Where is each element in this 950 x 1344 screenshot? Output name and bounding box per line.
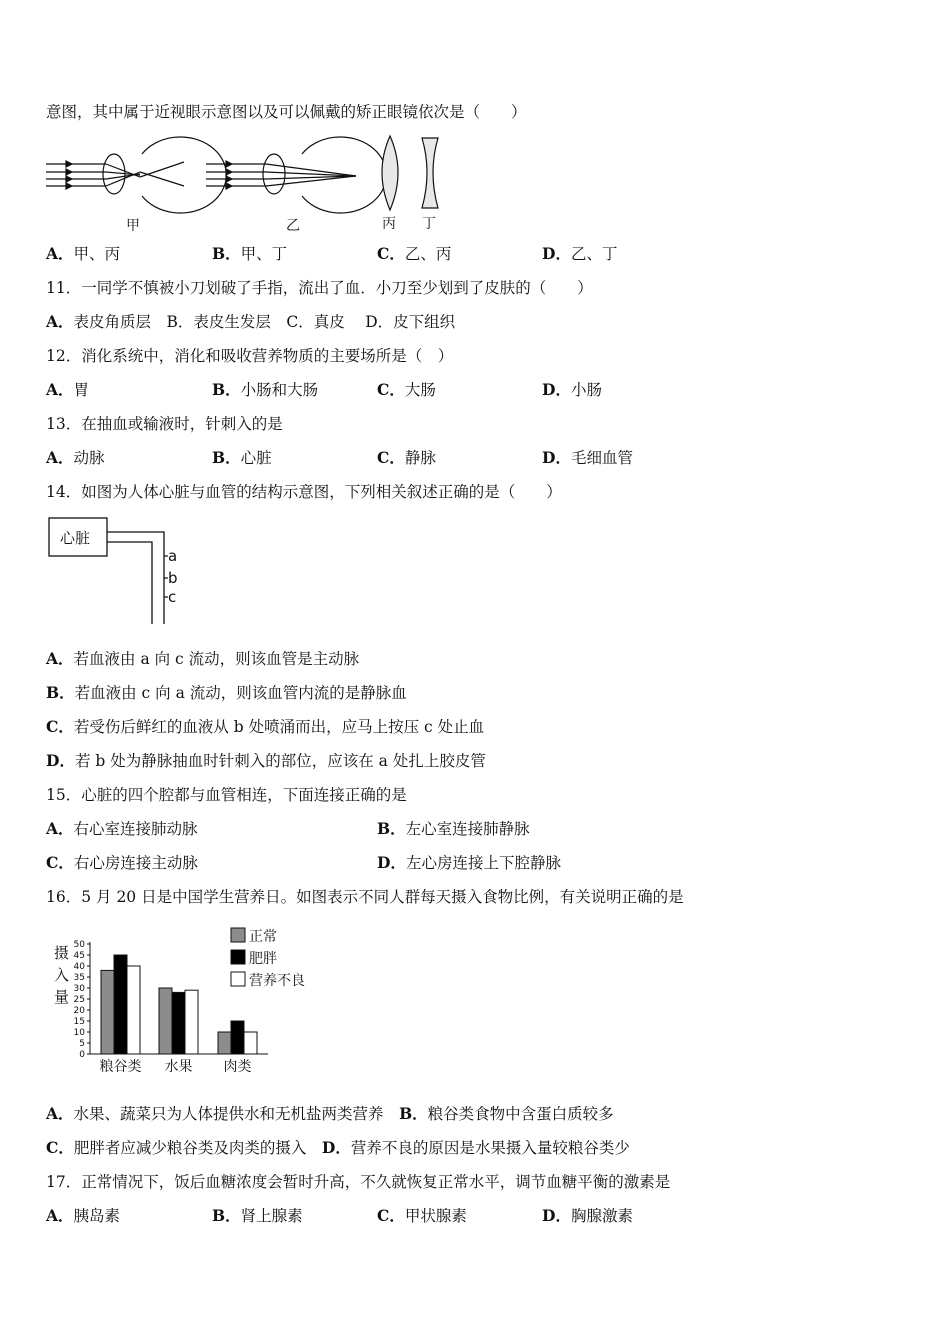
bar-1-2 bbox=[185, 990, 198, 1054]
y-tick-label: 5 bbox=[79, 1039, 85, 1049]
bar-0-0 bbox=[101, 970, 114, 1054]
bar-1-0 bbox=[159, 988, 172, 1054]
bar-2-2 bbox=[244, 1032, 257, 1054]
q14-stem: 14．如图为人体心脏与血管的结构示意图，下列相关叙述正确的是（ ） bbox=[46, 483, 562, 501]
q17-option-d[interactable]: D．胸腺激素 bbox=[542, 1206, 633, 1225]
chart-ylabel bbox=[54, 944, 69, 1006]
q10-option-c[interactable]: C．乙、丙 bbox=[377, 244, 452, 263]
q15-option-c[interactable]: C．右心房连接主动脉 bbox=[46, 853, 198, 872]
q17-option-b[interactable]: B．肾上腺素 bbox=[212, 1206, 303, 1225]
q13-stem: 13．在抽血或输液时，针刺入的是 bbox=[46, 415, 283, 433]
y-tick-label: 35 bbox=[73, 973, 85, 983]
legend-swatch bbox=[231, 972, 245, 986]
convex-lens bbox=[382, 136, 398, 210]
q11-stem: 11．一同学不慎被小刀划破了手指，流出了血．小刀至少划到了皮肤的（ ） bbox=[46, 279, 593, 297]
q12-stem: 12．消化系统中，消化和吸收营养物质的主要场所是（ ） bbox=[46, 347, 454, 365]
label-b: b bbox=[168, 569, 178, 587]
q10-stem: 意图，其中属于近视眼示意图以及可以佩戴的矫正眼镜依次是（ ） bbox=[46, 103, 527, 121]
q13-option-d[interactable]: D．毛细血管 bbox=[542, 448, 633, 467]
fig-label-yi: 乙 bbox=[286, 218, 300, 234]
y-tick-label: 40 bbox=[73, 962, 85, 972]
fig-label-ding: 丁 bbox=[422, 216, 436, 232]
chart-xlabels bbox=[100, 1058, 252, 1075]
bar-0-2 bbox=[127, 966, 140, 1054]
label-c: c bbox=[168, 588, 177, 606]
q16-stem: 16．5 月 20 日是中国学生营养日。如图表示不同人群每天摄入食物比例，有关说明正确的是 bbox=[46, 888, 684, 906]
fig-label-bing: 丙 bbox=[382, 216, 396, 232]
chart-ylabel-char: 入 bbox=[54, 966, 70, 984]
y-tick-label: 10 bbox=[73, 1028, 85, 1038]
q14-option-c[interactable]: C．若受伤后鲜红的血液从 b 处喷涌而出，应马上按压 c 处止血 bbox=[46, 717, 485, 736]
concave-lens bbox=[422, 138, 438, 208]
bar-0-1 bbox=[114, 955, 127, 1054]
bar-2-0 bbox=[218, 1032, 231, 1054]
q13-option-a[interactable]: A．动脉 bbox=[46, 448, 105, 467]
q14-heart-vessel-figure bbox=[46, 514, 196, 626]
q14-option-d[interactable]: D．若 b 处为静脉抽血时针刺入的部位，应该在 a 处扎上胶皮管 bbox=[46, 751, 486, 770]
q17-option-c[interactable]: C．甲状腺素 bbox=[377, 1206, 467, 1225]
fig-label-jia: 甲 bbox=[126, 218, 140, 234]
q16-option-line-1[interactable]: A．水果、蔬菜只为人体提供水和无机盐两类营养 B．粮谷类食物中含蛋白质较多 bbox=[46, 1104, 614, 1123]
blood-vessel bbox=[107, 532, 164, 624]
q12-option-a[interactable]: A．胃 bbox=[46, 380, 90, 399]
q13-option-b[interactable]: B．心脏 bbox=[212, 448, 272, 467]
q15-option-b[interactable]: B．左心室连接肺静脉 bbox=[377, 819, 530, 838]
chart-ylabel-char: 摄 bbox=[54, 944, 70, 962]
y-tick-label: 25 bbox=[73, 995, 85, 1005]
y-tick-label: 15 bbox=[73, 1017, 85, 1027]
q16-intake-bar-chart bbox=[46, 920, 336, 1080]
chart-ylabel-char: 量 bbox=[54, 988, 70, 1006]
chart-legend bbox=[231, 928, 305, 989]
x-tick-label: 粮谷类 bbox=[99, 1059, 142, 1075]
y-tick-label: 30 bbox=[73, 984, 85, 994]
bar-1-1 bbox=[172, 992, 185, 1054]
q17-option-a[interactable]: A．胰岛素 bbox=[46, 1206, 121, 1225]
y-tick-label: 0 bbox=[79, 1050, 85, 1060]
label-a: a bbox=[168, 547, 178, 565]
q14-option-a[interactable]: A．若血液由 a 向 c 流动，则该血管是主动脉 bbox=[46, 649, 360, 668]
legend-swatch bbox=[231, 928, 245, 942]
y-tick-label: 50 bbox=[73, 940, 85, 950]
legend-label: 肥胖 bbox=[249, 951, 277, 967]
bar-2-1 bbox=[231, 1021, 244, 1054]
heart-box-label: 心脏 bbox=[60, 529, 91, 547]
q11-options[interactable]: A．表皮角质层 B．表皮生发层 C．真皮 D．皮下组织 bbox=[46, 312, 456, 331]
x-tick-label: 水果 bbox=[164, 1059, 193, 1075]
legend-label: 正常 bbox=[249, 929, 277, 945]
q12-option-b[interactable]: B．小肠和大肠 bbox=[212, 380, 319, 399]
y-tick-label: 20 bbox=[73, 1006, 85, 1016]
q13-option-c[interactable]: C．静脉 bbox=[377, 448, 436, 467]
eye-diagram-jia bbox=[46, 137, 226, 213]
q12-option-d[interactable]: D．小肠 bbox=[542, 380, 602, 399]
q15-option-d[interactable]: D．左心房连接上下腔静脉 bbox=[377, 853, 561, 872]
q10-eye-lens-figure bbox=[44, 134, 464, 234]
legend-swatch bbox=[231, 950, 245, 964]
q17-stem: 17．正常情况下，饭后血糖浓度会暂时升高，不久就恢复正常水平，调节血糖平衡的激素是 bbox=[46, 1173, 671, 1191]
q10-option-a[interactable]: A．甲、丙 bbox=[46, 244, 121, 263]
q10-option-d[interactable]: D．乙、丁 bbox=[542, 244, 618, 263]
y-tick-label: 45 bbox=[73, 951, 85, 961]
chart-bars bbox=[101, 955, 257, 1054]
legend-label: 营养不良 bbox=[249, 973, 305, 989]
q15-option-a[interactable]: A．右心室连接肺动脉 bbox=[46, 819, 198, 838]
eye-diagram-yi bbox=[206, 137, 386, 213]
q15-stem: 15．心脏的四个腔都与血管相连，下面连接正确的是 bbox=[46, 786, 407, 804]
q12-option-c[interactable]: C．大肠 bbox=[377, 380, 436, 399]
q14-option-b[interactable]: B．若血液由 c 向 a 流动，则该血管内流的是静脉血 bbox=[46, 683, 407, 702]
x-tick-label: 肉类 bbox=[223, 1059, 252, 1075]
q16-option-line-2[interactable]: C．肥胖者应减少粮谷类及肉类的摄入 D．营养不良的原因是水果摄入量较粮谷类少 bbox=[46, 1138, 630, 1157]
q10-option-b[interactable]: B．甲、丁 bbox=[212, 244, 288, 263]
